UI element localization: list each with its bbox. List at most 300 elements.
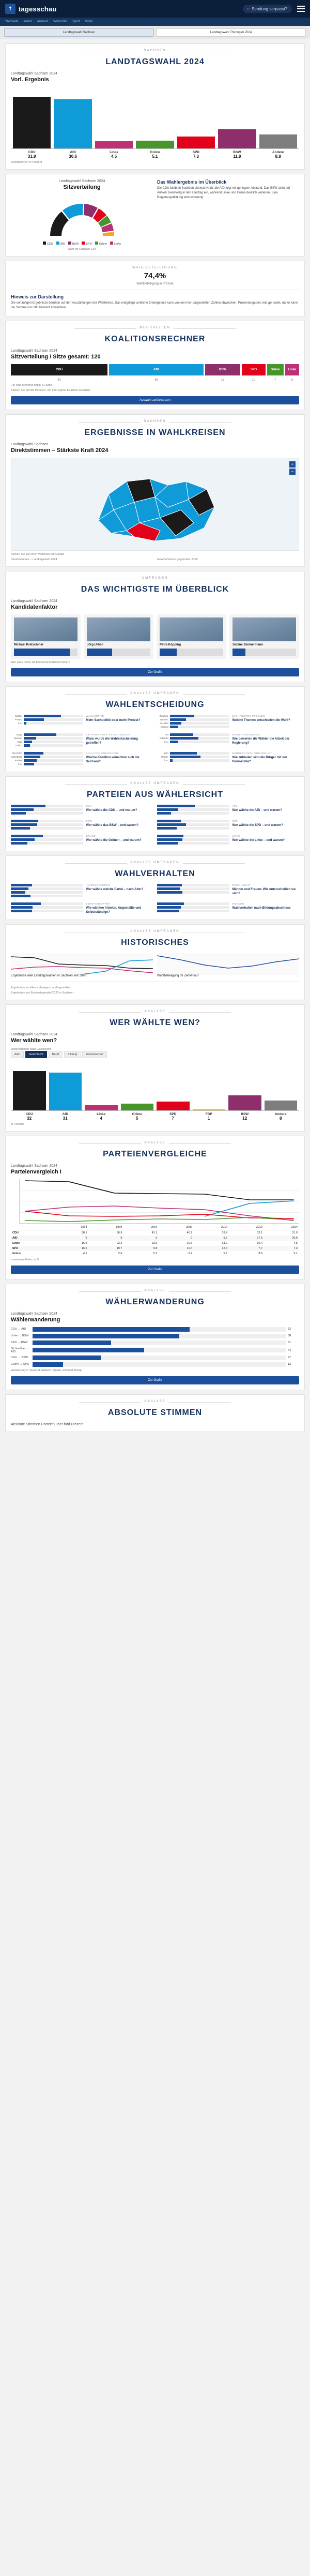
bar-andere	[259, 134, 297, 148]
results-kicker: SACHSEN	[144, 49, 166, 52]
seats-two-col	[11, 179, 299, 251]
bar-col-spd	[177, 87, 215, 148]
bar-col-linke	[95, 87, 133, 148]
nav-item-1[interactable]: Inland	[23, 20, 32, 23]
hinweis-body: Die vorläufigen Ergebnisse beruhen auf den Auszählungen der Wahlkreise. Das endgültige amtliche Endergebnis kann von den hier dargestellten Zahlen abweichen. Prozentangaben sind gerundet, daher kann die Summe von 100 Prozent abweichen.	[11, 302, 298, 310]
candidate-bar-2	[160, 649, 177, 656]
mini-text-0	[86, 715, 153, 729]
wahlverhalten-item-2[interactable]	[11, 902, 153, 914]
mini-title-1: Welche Themen entschieden die Wahl?	[232, 718, 290, 722]
wahlverhalten-section	[5, 855, 305, 920]
wahlentscheidung-item-0[interactable]	[11, 715, 153, 729]
linke-2019: 10.4	[257, 1241, 263, 1245]
mini-5-label-1: Unzufr.	[161, 755, 168, 758]
wanderung-title: WÄHLERWANDERUNG	[105, 1297, 205, 1306]
wahlentscheidung-item-2[interactable]	[11, 733, 153, 748]
historisches-link-0[interactable]: Ergebnisse zu allen vorherigen Landtagswahlen	[11, 986, 72, 989]
wanderung-kicker-line	[11, 1289, 299, 1294]
vergleiche-subhead: Landtagswahl Sachsen 2024	[11, 1164, 57, 1168]
coalition-chip-linke[interactable]: Linke	[285, 364, 299, 375]
parteien-item-0[interactable]	[11, 805, 153, 816]
historisches-item-1[interactable]	[157, 953, 299, 977]
coalition-seats-spd: 10	[252, 378, 255, 382]
wanderung-cta-button[interactable]: Zur Grafik	[11, 1376, 299, 1384]
cdu-2019: 32.1	[257, 1231, 263, 1234]
wahlverhalten-item-0[interactable]	[11, 884, 153, 898]
historisches-spark-1	[157, 953, 299, 974]
bar-col-gruene	[136, 87, 174, 148]
ww-label-1: AfD	[62, 1112, 69, 1116]
vergleiche-cta-button[interactable]: Zur Grafik	[11, 1266, 299, 1274]
coalition-title: KOALITIONSRECHNER	[104, 334, 206, 343]
parteien-kicker-1: AFD	[232, 804, 238, 807]
mini-text-5	[232, 752, 299, 766]
parteien-item-1[interactable]	[157, 805, 299, 816]
nav-item-4[interactable]: Sport	[72, 20, 80, 23]
page-footer	[0, 1436, 310, 1448]
coalition-seats-cdu: 41	[57, 378, 61, 382]
parteien-title: PARTEIEN AUS WÄHLERSICHT	[87, 790, 223, 799]
analysis-block	[157, 179, 299, 251]
overview-kicker: UMFRAGEN	[142, 576, 168, 580]
wer-waehlte-chart-sub: Wahlverhalten nach Geschlecht	[11, 1047, 51, 1051]
label-afd: AfD	[70, 150, 76, 154]
mini-3-label-1: Schlecht	[159, 736, 168, 740]
wanderung-kicker: ANALYSE	[144, 1289, 166, 1292]
mini-1-label-0: Zuwand.	[159, 714, 168, 717]
coalition-chip-cdu[interactable]: CDU	[11, 364, 107, 375]
mini-title-5: Wie zufrieden sind die Bürger mit der Demokratie?	[232, 756, 287, 763]
gruene-2024: 5.1	[293, 1252, 298, 1255]
parteien-kicker-2: BSW	[86, 819, 92, 822]
bar-bsw	[218, 129, 256, 148]
ww-tab-geschlecht[interactable]: Geschlecht	[25, 1051, 47, 1058]
ww-tab-beruf[interactable]: Beruf	[49, 1051, 63, 1058]
wahlverhalten-chart-3	[157, 902, 229, 914]
mini-2-label-2: Tage	[17, 740, 22, 743]
parteien-item-2[interactable]	[11, 820, 153, 831]
ww-tab-bildung[interactable]: Bildung	[64, 1051, 81, 1058]
mini-0-label-2: k.A.	[18, 721, 22, 725]
coalition-kicker-line	[11, 326, 299, 332]
nav-item-5[interactable]: Video	[85, 20, 93, 23]
candidate-bar-bg-1	[87, 649, 150, 656]
nav-item-0[interactable]: Startseite	[5, 20, 19, 23]
absolute-section	[5, 1394, 305, 1432]
afd-2014: 9.7	[194, 1236, 229, 1241]
seats-chart-block	[11, 179, 153, 251]
wer-waehlte-tabs	[11, 1051, 299, 1058]
overview-title: DAS WICHTIGSTE IM ÜBERBLICK	[81, 584, 229, 594]
historisches-link-1[interactable]: Ergebnisse zur Bundestagswahl 2021 in Sachsen	[11, 991, 74, 995]
seats-legend-5: Linke	[110, 242, 121, 246]
spd-2014: 12.4	[194, 1246, 229, 1251]
parteien-chart-4	[11, 835, 83, 846]
parteien-item-4[interactable]	[11, 835, 153, 846]
analysis-title[interactable]: Das Wahlergebnis im Überblick	[157, 179, 227, 185]
wanderung-value-4: 27	[288, 1356, 291, 1360]
map-hint: Klicken Sie auf einen Wahlkreis für Details	[11, 552, 65, 556]
mini-4-label-1: CDU/BSW	[11, 755, 22, 758]
wahlverhalten-title-2: Wie wählten Arbeiter, Angestellte und Selbstständige?	[86, 906, 142, 914]
label-gruene: Grüne	[150, 150, 160, 154]
parteien-grid	[11, 805, 299, 846]
tab-landtagswahl-sachsen[interactable]: Landtagswahl Sachsen	[4, 28, 154, 37]
bar-linke	[95, 141, 133, 148]
parteien-kicker-3: SPD	[232, 819, 238, 822]
wahlverhalten-kicker-2: BERUFSGRUPPEN	[86, 902, 111, 905]
label-bsw: BSW	[233, 150, 241, 154]
nav-item-2[interactable]: Ausland	[37, 20, 49, 23]
wer-waehlte-kicker: ANALYSE	[144, 1010, 166, 1013]
parteien-kicker: ANALYSE UMFRAGEN	[130, 781, 180, 785]
wahlentscheidung-item-3[interactable]	[157, 733, 299, 748]
parteien-title-5: Wer wählte die Linke – und warum?	[232, 838, 285, 842]
th-2009: 2009	[159, 1225, 194, 1230]
mini-text-4	[86, 752, 153, 766]
seats-legend	[43, 242, 121, 246]
wanderung-note: Wanderung in Tausend Wählern, Quelle: Infratest dimap	[11, 1368, 82, 1372]
ww-value-7: 8	[280, 1116, 282, 1121]
table-row	[11, 1230, 299, 1236]
mini-chart-1	[157, 715, 229, 729]
mini-chart-4	[11, 752, 83, 766]
parteien-item-5[interactable]	[157, 835, 299, 846]
linke-2004: 23.6	[151, 1241, 158, 1245]
parteien-kicker-0: CDU	[86, 804, 92, 807]
spd-2019: 7.7	[229, 1246, 264, 1251]
parteien-kicker-4: GRÜNE	[86, 834, 96, 837]
mini-3-label-0: Gut	[164, 733, 168, 736]
mini-4-label-3: k.A.	[18, 762, 22, 765]
wer-waehlte-bar-labels	[11, 1111, 299, 1121]
mini-1-label-1: Wirtsch.	[160, 718, 168, 721]
wahlentscheidung-item-4[interactable]	[11, 752, 153, 766]
candidate-name-1: Jörg Urban	[87, 643, 104, 646]
absolute-kicker: ANALYSE	[144, 1399, 166, 1403]
parteien-chart-3	[157, 820, 229, 831]
wahlverhalten-text-3	[232, 902, 299, 914]
value-cdu: 31.9	[27, 154, 36, 159]
spd-1994: 16.6	[54, 1246, 89, 1251]
mini-2-label-3: Zuletzt	[15, 744, 22, 747]
mini-text-2	[86, 733, 153, 748]
gruene-2009: 6.4	[188, 1252, 193, 1255]
vergleiche-chart-title: Parteienvergleich I	[11, 1168, 61, 1175]
wanderung-label-3: Nichtwähler → AfD	[11, 1347, 29, 1353]
mini-4-label-2: Andere	[14, 759, 22, 762]
wanderung-label-1: Linke → BSW	[11, 1334, 29, 1338]
parteien-chart-1	[157, 805, 229, 816]
brand-logo[interactable]	[5, 4, 57, 14]
vergleiche-title: PARTEIENVERGLEICHE	[103, 1149, 207, 1158]
wanderung-section	[5, 1284, 305, 1390]
historisches-label-0: Ergebnisse aller Landtagswahlen in Sachsen seit 1990	[11, 974, 86, 977]
candidate-bar-bg-2	[160, 649, 223, 656]
bar-spd	[177, 137, 215, 148]
mini-chart-5	[157, 752, 229, 766]
overview-cta-button[interactable]: Zur Grafik	[11, 668, 299, 676]
coalition-subhead: Landtagswahl Sachsen 2024	[11, 349, 57, 353]
coalition-chip-gruene[interactable]: Grüne	[267, 364, 284, 375]
th-2004: 2004	[123, 1225, 159, 1230]
absolute-subhead: Absolute Stimmen Parteien über fünf Prozent	[11, 1422, 84, 1426]
seats-legend-0: CDU	[43, 242, 53, 246]
historisches-item-0[interactable]	[11, 953, 153, 977]
th-1994: 1994	[54, 1225, 89, 1230]
mini-2-label-0: Lange	[16, 733, 22, 736]
wanderung-label-0: CDU → AfD	[11, 1328, 26, 1331]
spd-2024: 7.3	[264, 1246, 299, 1251]
th-1999: 1999	[89, 1225, 124, 1230]
bar-col-cdu	[13, 87, 51, 148]
value-linke: 4.5	[111, 154, 117, 159]
mini-kicker-3: REGIERUNGSBILANZ	[232, 733, 260, 736]
results-axis-note: Zweitstimmen in Prozent	[11, 161, 42, 164]
overview-question: Wer wäre Ihnen als Ministerpräsident/in lieber?	[11, 660, 70, 664]
parteien-item-3[interactable]	[157, 820, 299, 831]
candidate-card-0[interactable]	[11, 614, 81, 659]
historisches-label-1: Wahlbeteiligung im Zeitverlauf	[157, 974, 199, 977]
historisches-grid	[11, 953, 299, 977]
map-zoom-controls[interactable]	[289, 461, 296, 475]
bar-afd	[54, 99, 91, 148]
th-party	[11, 1225, 54, 1230]
wanderung-chart	[11, 1327, 299, 1367]
wahlentscheidung-kicker-line	[11, 692, 299, 697]
parteien-chart-0	[11, 805, 83, 816]
vergleiche-section	[5, 1136, 305, 1279]
wahlverhalten-item-3[interactable]	[157, 902, 299, 914]
wahlverhalten-item-1[interactable]	[157, 884, 299, 898]
linke-1994: 16.5	[81, 1241, 87, 1245]
ww-value-0: 32	[27, 1116, 32, 1121]
parteien-title-1: Wer wählte die AfD – und warum?	[232, 808, 282, 812]
historisches-kicker: ANALYSE UMFRAGEN	[130, 929, 180, 933]
afd-2004: 0	[123, 1236, 159, 1241]
wer-waehlte-chart-title: Wer wählte wen?	[11, 1037, 57, 1044]
wanderung-label-5: Grüne → SPD	[11, 1363, 29, 1366]
seats-section	[5, 174, 305, 257]
coalition-seats-gruene: 7	[274, 378, 276, 382]
bar-col-afd	[54, 87, 91, 148]
parteien-text-5	[232, 835, 299, 846]
ww-value-4: 7	[172, 1116, 174, 1121]
ww-label-4: SPD	[169, 1112, 177, 1116]
coalition-chip-afd[interactable]: AfD	[109, 364, 204, 375]
wahlverhalten-text-0	[86, 884, 153, 898]
spd-2004: 9.8	[123, 1246, 159, 1251]
candidate-name-3: Sabine Zimmermann	[233, 643, 264, 646]
results-chart-title: Vorl. Ergebnis	[11, 77, 49, 83]
wanderung-subhead: Landtagswahl Sachsen 2024	[11, 1312, 57, 1316]
value-spd: 7.3	[193, 154, 199, 159]
seats-subhead: Landtagswahl Sachsen 2024	[58, 179, 105, 183]
mini-title-0: Mehr Sachpolitik oder mehr Protest?	[86, 718, 141, 722]
overview-subhead: Landtagswahl Sachsen 2024	[11, 599, 57, 603]
wahlentscheidung-title: WAHLENTSCHEIDUNG	[105, 700, 205, 709]
menu-button[interactable]	[297, 6, 305, 12]
parteien-title-4: Wer wählte die Grünen – und warum?	[86, 838, 142, 842]
value-andere: 8.8	[275, 154, 281, 159]
map-zoom-in-button[interactable]: +	[289, 461, 296, 468]
wanderung-label-4: CDU → BSW	[11, 1356, 28, 1360]
ww-bar-col-gruene	[121, 1061, 154, 1110]
coalition-seats-bsw: 15	[221, 378, 224, 382]
map-zoom-out-button[interactable]: −	[289, 469, 296, 475]
wer-waehlte-bar-chart	[11, 1061, 299, 1111]
gruene-2004: 5.1	[153, 1252, 158, 1255]
districts-kicker: SACHSEN	[144, 419, 166, 423]
wer-waehlte-kicker-line	[11, 1010, 299, 1015]
results-section	[5, 43, 305, 170]
bar-col-bsw	[218, 87, 256, 148]
row-label-gruene: Grüne	[12, 1252, 21, 1255]
gruene-1999: 2.6	[118, 1252, 122, 1255]
candidate-bar-3	[233, 649, 245, 656]
absolute-title: ABSOLUTE STIMMEN	[107, 1408, 203, 1417]
mini-1-label-3: Bildung	[160, 725, 168, 728]
ww-tab-gewerkschaft[interactable]: Gewerkschaft	[82, 1051, 107, 1058]
wahlentscheidung-item-5[interactable]	[157, 752, 299, 766]
wanderung-chart-title: Wählerwanderung	[11, 1316, 60, 1323]
nav-strip	[0, 18, 310, 26]
nav-item-3[interactable]: Wirtschaft	[53, 20, 68, 23]
afd-1999: 0	[89, 1236, 124, 1241]
afd-2009: 0	[159, 1236, 194, 1241]
wanderung-row-4	[11, 1355, 299, 1360]
districts-subhead: Landtagswahl Sachsen	[11, 442, 49, 446]
mini-kicker-2: ZEITPUNKT DER ENTSCHEIDUNG	[86, 733, 131, 736]
cdu-2014: 39.4	[222, 1231, 228, 1234]
ww-label-5: FDP	[205, 1112, 212, 1116]
mini-chart-3	[157, 733, 229, 748]
row-label-cdu: CDU	[12, 1231, 19, 1234]
wahlverhalten-title: WAHLVERHALTEN	[115, 869, 195, 878]
parteien-kicker-5: LINKE	[232, 834, 240, 837]
results-bar-labels	[11, 149, 299, 159]
table-row	[11, 1246, 299, 1251]
bar-gruene	[136, 141, 174, 148]
wanderung-row-5	[11, 1362, 299, 1367]
wanderung-row-0	[11, 1327, 299, 1332]
vergleiche-kicker: ANALYSE	[144, 1141, 166, 1144]
gruene-1994: 4.1	[83, 1252, 87, 1255]
top-bar-right	[243, 5, 305, 13]
wahlverhalten-kicker: ANALYSE UMFRAGEN	[130, 861, 180, 864]
coalition-chip-spd[interactable]: SPD	[242, 364, 266, 375]
table-row	[11, 1236, 299, 1241]
candidate-photo-0	[14, 617, 78, 641]
seats-legend-2: BSW	[68, 242, 79, 246]
historisches-kicker-line	[11, 930, 299, 935]
turnout-note: Wahlbeteiligung in Prozent	[136, 282, 174, 285]
bar-col-andere	[259, 87, 297, 148]
wanderung-value-2: 31	[288, 1341, 291, 1345]
coalition-section	[5, 321, 305, 410]
ww-tab-alter[interactable]: Alter	[11, 1051, 24, 1058]
cdu-1994: 58.1	[81, 1231, 87, 1234]
ww-label-6: BSW	[241, 1112, 249, 1116]
coalition-party-row	[11, 364, 299, 375]
mini-0-label-0: Sachp.	[14, 714, 22, 717]
mini-5-label-2: k.A.	[164, 759, 168, 762]
mini-1-label-2: Soziales	[159, 721, 168, 725]
coalition-seat-row	[11, 379, 299, 382]
mini-kicker-1: WICHTIGSTES PROBLEM	[232, 714, 266, 717]
ww-bar-col-afd	[49, 1061, 82, 1110]
tab-landtagswahl-thueringen[interactable]: Landtagswahl Thüringen 2024	[156, 28, 306, 37]
wanderung-value-0: 62	[288, 1328, 291, 1331]
cdu-2009: 40.2	[187, 1231, 193, 1234]
candidate-bar-bg-0	[14, 649, 78, 656]
map-svg[interactable]	[11, 458, 299, 551]
wahlverhalten-title-1: Männer und Frauen: Wie unterscheiden sie sich?	[232, 887, 296, 895]
search-icon: ⌕	[247, 6, 250, 11]
parteien-title-3: Wer wählte die SPD – und warum?	[232, 823, 283, 827]
wahlentscheidung-item-1[interactable]	[157, 715, 299, 729]
cdu-2024: 31.9	[292, 1231, 298, 1234]
wahlverhalten-kicker-line	[11, 861, 299, 866]
mini-text-1	[232, 715, 299, 729]
ww-value-2: 4	[100, 1116, 102, 1121]
ww-bar-col-spd	[157, 1061, 190, 1110]
row-label-linke: Linke	[12, 1241, 20, 1245]
wanderung-row-2	[11, 1340, 299, 1345]
wahlverhalten-kicker-1: GESCHLECHT	[232, 883, 251, 886]
district-map[interactable]	[11, 458, 299, 551]
gruene-2014: 5.7	[223, 1252, 228, 1255]
label-spd: SPD	[192, 150, 200, 154]
wahlverhalten-kicker-0: ALTERSGRUPPEN	[86, 883, 110, 886]
candidate-card-2[interactable]	[157, 614, 226, 659]
parteien-text-0	[86, 805, 153, 816]
districts-select-label[interactable]: Direktstimmen – Stärkste Kraft 2024	[11, 447, 109, 454]
table-row	[11, 1241, 299, 1246]
coalition-reset-button[interactable]: Auswahl zurücksetzen	[11, 396, 299, 404]
cdu-1999: 56.9	[116, 1231, 122, 1234]
label-linke: Linke	[110, 150, 119, 154]
candidate-card-3[interactable]	[229, 614, 299, 659]
wahlverhalten-chart-2	[11, 902, 83, 914]
parteien-chart-5	[157, 835, 229, 846]
coalition-majority-note: Für eine Mehrheit nötig: 61 Sitze	[11, 383, 52, 387]
ww-label-2: Linke	[97, 1112, 106, 1116]
table-header-row	[11, 1225, 299, 1230]
coalition-seats-afd: 40	[154, 378, 158, 382]
districts-kicker-line	[11, 420, 299, 425]
candidate-card-1[interactable]	[84, 614, 153, 659]
row-label-afd: AfD	[11, 1236, 54, 1241]
table-row	[11, 1251, 299, 1256]
overview-chart-title: Kandidatenfaktor	[11, 604, 58, 610]
ww-bar-col-cdu	[13, 1061, 46, 1110]
wahlentscheidung-grid	[11, 715, 299, 766]
overview-kicker-line	[11, 577, 299, 582]
mini-title-4: Welche Koalition wünschen sich die Sachsen?	[86, 756, 140, 763]
candidate-photo-1	[87, 617, 150, 641]
parteien-text-1	[232, 805, 299, 816]
wanderung-label-2: SPD → BSW	[11, 1341, 28, 1345]
historisches-title: HISTORISCHES	[121, 938, 189, 947]
brand-name: tagesschau	[19, 5, 57, 13]
turnout-value: 74,4%	[144, 272, 166, 280]
missed-broadcast-button[interactable]	[243, 5, 292, 13]
gruene-2019: 8.6	[258, 1252, 263, 1255]
seats-legend-3: SPD	[82, 242, 91, 246]
vergleiche-line-chart	[19, 1179, 299, 1224]
coalition-chip-bsw[interactable]: BSW	[205, 364, 240, 375]
